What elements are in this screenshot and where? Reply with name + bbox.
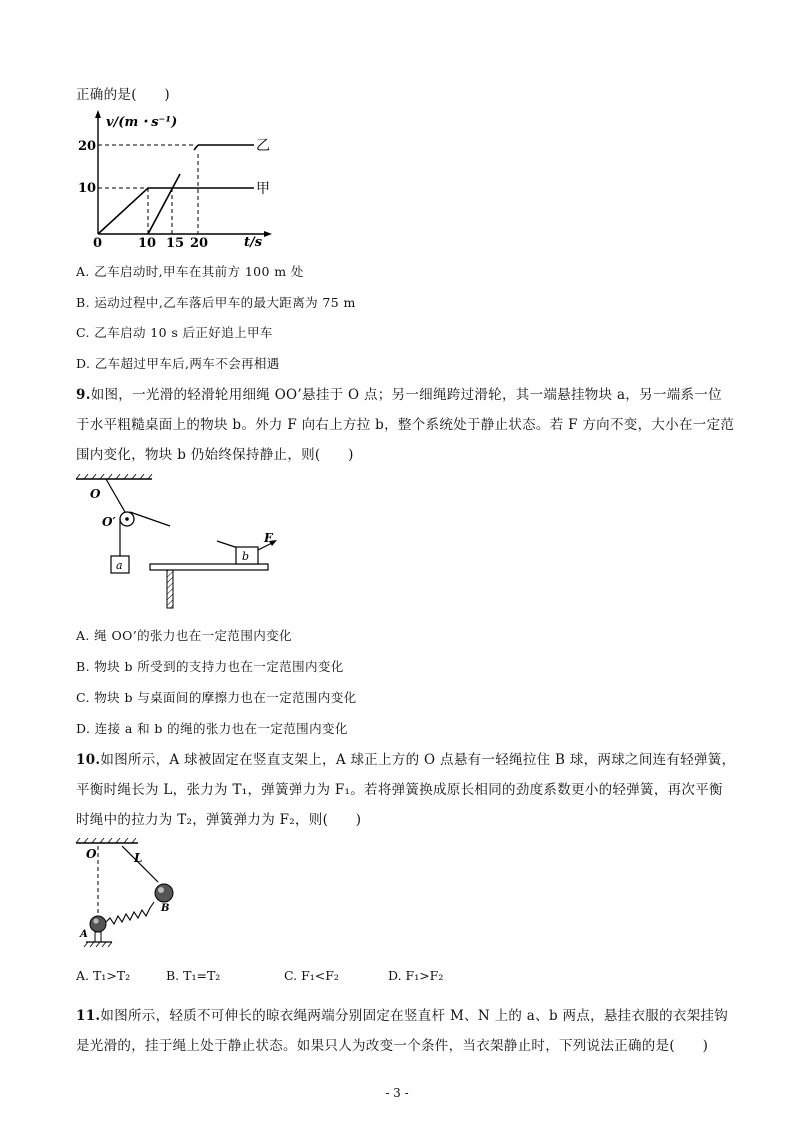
series-label-jia: 甲 [256,181,270,197]
q10-option-d: D. F₁>F₂ [388,968,444,983]
x-tick-15: 15 [166,236,185,251]
series-yi-line [148,174,180,234]
q10-option-a: A. T₁>T₂ [76,968,131,983]
q10-option-b: B. T₁=T₂ [166,968,221,983]
q9-option-d: D. 连接 a 和 b 的绳的张力也在一定范围内变化 [76,721,348,736]
q10-stem-line-2: 平衡时绳长为 L，张力为 T₁，弹簧弹力为 F₁。若将弹簧换成原长相同的劲度系数更小的轻弹簧，再次平衡 [76,782,723,798]
q9-pulley-figure [72,474,282,614]
label-L: L [134,851,143,865]
q10-spring-figure [72,838,202,958]
q9-stem-line-3: 围内变化，物块 b 仍始终保持静止，则( ) [76,447,354,463]
label-F: F [264,531,273,545]
q8-option-d: D. 乙车超过甲车后,两车不会再相遇 [76,356,280,371]
x-tick-20: 20 [190,236,209,251]
q9-number: 9. [76,387,91,403]
q8-stem-tail: 正确的是( ) [76,87,170,103]
q8-velocity-time-graph [76,106,296,252]
label-A: A [80,929,88,940]
label-O-prime: O′ [102,515,116,529]
q8-option-a: A. 乙车启动时,甲车在其前方 100 m 处 [76,264,304,279]
q11-stem-line-2: 是光滑的，挂于绳上处于静止状态。如果只人为改变一个条件，当衣架静止时，下列说法正确的是( ) [76,1038,709,1054]
q9-stem-line-1: 9.如图，一光滑的轻滑轮用细绳 OO’悬挂于 O 点；另一细绳跨过滑轮，其一端悬挂物块 a，另一端系一位 [76,387,722,403]
series-jia-line [98,188,254,234]
x-tick-0: 0 [93,236,103,251]
q11-stem-line-1: 11.如图所示，轻质不可伸长的晾衣绳两端分别固定在竖直杆 M、N 上的 a、b 两点，悬挂衣服的衣架挂钩 [76,1008,729,1024]
q10-option-c: C. F₁<F₂ [284,968,339,983]
y-tick-20: 20 [78,139,97,154]
label-b: b [242,550,250,563]
x-tick-10: 10 [138,236,157,251]
q10-stem-line-3: 时绳中的拉力为 T₂，弹簧弹力为 F₂，则( ) [76,812,362,828]
q9-stem-line-2: 于水平粗糙桌面上的物块 b。外力 F 向右上方拉 b，整个系统处于静止状态。若 F 方向不变，大小在一定范 [76,417,735,433]
label-a: a [116,559,123,572]
q9-option-c: C. 物块 b 与桌面间的摩擦力也在一定范围内变化 [76,690,357,705]
label-O: O [86,847,97,861]
y-axis-label: v/(m・s⁻¹) [106,115,178,130]
q8-option-b: B. 运动过程中,乙车落后甲车的最大距离为 75 m [76,295,356,310]
x-axis-label: t/s [244,235,263,250]
page-number: - 3 - [385,1086,409,1100]
y-tick-10: 10 [78,181,97,196]
series-label-yi: 乙 [256,138,270,154]
label-B: B [161,903,170,914]
q9-option-a: A. 绳 OO’的张力也在一定范围内变化 [76,628,292,643]
q10-number: 10. [76,752,101,768]
q11-number: 11. [76,1008,101,1024]
q10-stem-line-1: 10.如图所示，A 球被固定在竖直支架上，A 球正上方的 O 点悬有一轻绳拉住 B 球，两球之间连有轻弹簧， [76,752,736,768]
q9-option-b: B. 物块 b 所受到的支持力也在一定范围内变化 [76,659,344,674]
label-O: O [90,487,101,501]
q8-option-c: C. 乙车启动 10 s 后正好追上甲车 [76,325,273,340]
